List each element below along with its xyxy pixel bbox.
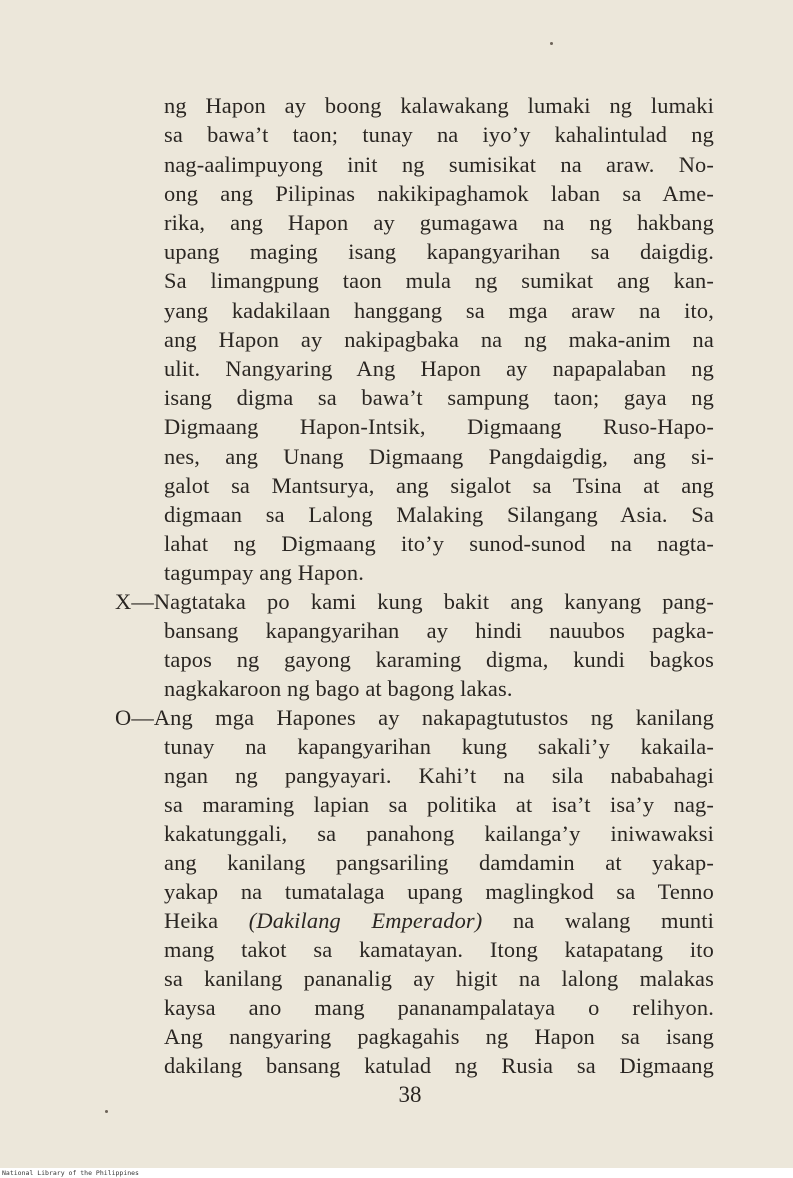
- footer-strip: [0, 1168, 793, 1178]
- text-line: upang maging isang kapangyarihan sa daigdig.: [164, 239, 714, 264]
- text-line: rika, ang Hapon ay gumagawa na ng hakbang: [164, 210, 714, 235]
- text-line: kaysa ano mang pananampalataya o relihyon.: [164, 995, 714, 1020]
- text-line: ang Hapon ay nakipagbaka na ng maka-anim na: [164, 327, 714, 352]
- text-line: nag-aalimpuyong init ng sumisikat na araw. No-: [164, 152, 714, 177]
- text-line: [164, 907, 714, 935]
- text-line: dakilang bansang katulad ng Rusia sa Digmaang: [164, 1053, 714, 1078]
- text-line: nes, ang Unang Digmaang Pangdaigdig, ang si-: [164, 444, 714, 469]
- text-line: Ang nangyaring pagkagahis ng Hapon sa isang: [164, 1024, 714, 1049]
- text-line: yakap na tumatalaga upang maglingkod sa Tenno: [164, 879, 714, 904]
- text-line: bansang kapangyarihan ay hindi nauubos pagka-: [164, 618, 714, 643]
- text-line: digmaan sa Lalong Malaking Silangang Asia. Sa: [164, 502, 714, 527]
- text-line: sa maraming lapian sa politika at isa’t isa’y nag-: [164, 792, 714, 817]
- text-line: mang takot sa kamatayan. Itong katapatang ito: [164, 937, 714, 962]
- emphasis-span: (Dakilang Emperador): [248, 908, 483, 933]
- paper-speck: [105, 1110, 108, 1113]
- text-span: na walang munti: [512, 908, 715, 933]
- text-line: tunay na kapangyarihan kung sakali’y kakaila-: [164, 734, 714, 759]
- paper-speck: [550, 42, 553, 45]
- text-line: Digmaang Hapon-Intsik, Digmaang Ruso-Hapo-: [164, 414, 714, 439]
- text-line: ulit. Nangyaring Ang Hapon ay napapalaban ng: [164, 356, 714, 381]
- text-line: ang kanilang pangsariling damdamin at yakap-: [164, 850, 714, 875]
- text-line: lahat ng Digmaang ito’y sunod-sunod na nagta-: [164, 531, 714, 556]
- text-line: O—Ang mga Hapones ay nakapagtutustos ng kanilang: [115, 705, 714, 730]
- text-line: yang kadakilaan hanggang sa mga araw na ito,: [164, 298, 714, 323]
- text-line: X—Nagtataka po kami kung bakit ang kanyang pang-: [115, 589, 714, 614]
- footer-credit: National Library of the Philippines: [2, 1169, 139, 1177]
- text-line: Sa limangpung taon mula ng sumikat ang kan-: [164, 268, 714, 293]
- text-line: tagumpay ang Hapon.: [164, 560, 364, 585]
- page-number: 38: [398, 1082, 422, 1107]
- text-line: tapos ng gayong karaming digma, kundi bagkos: [164, 647, 714, 672]
- text-line: sa bawa’t taon; tunay na iyo’y kahalintulad ng: [164, 122, 714, 147]
- text-line: galot sa Mantsurya, ang sigalot sa Tsina at ang: [164, 473, 714, 498]
- text-line: sa kanilang pananalig ay higit na lalong malakas: [164, 966, 714, 991]
- text-line: isang digma sa bawa’t sampung taon; gaya ng: [164, 385, 714, 410]
- text-line: ngan ng pangyayari. Kahi’t na sila nababahagi: [164, 763, 714, 788]
- text-line: ng Hapon ay boong kalawakang lumaki ng lumaki: [164, 93, 714, 118]
- text-line: ong ang Pilipinas nakikipaghamok laban sa Ame-: [164, 181, 714, 206]
- text-line: kakatunggali, sa panahong kailanga’y iniwawaksi: [164, 821, 714, 846]
- text-line: nagkakaroon ng bago at bagong lakas.: [164, 676, 513, 701]
- text-span: Heika: [164, 908, 219, 933]
